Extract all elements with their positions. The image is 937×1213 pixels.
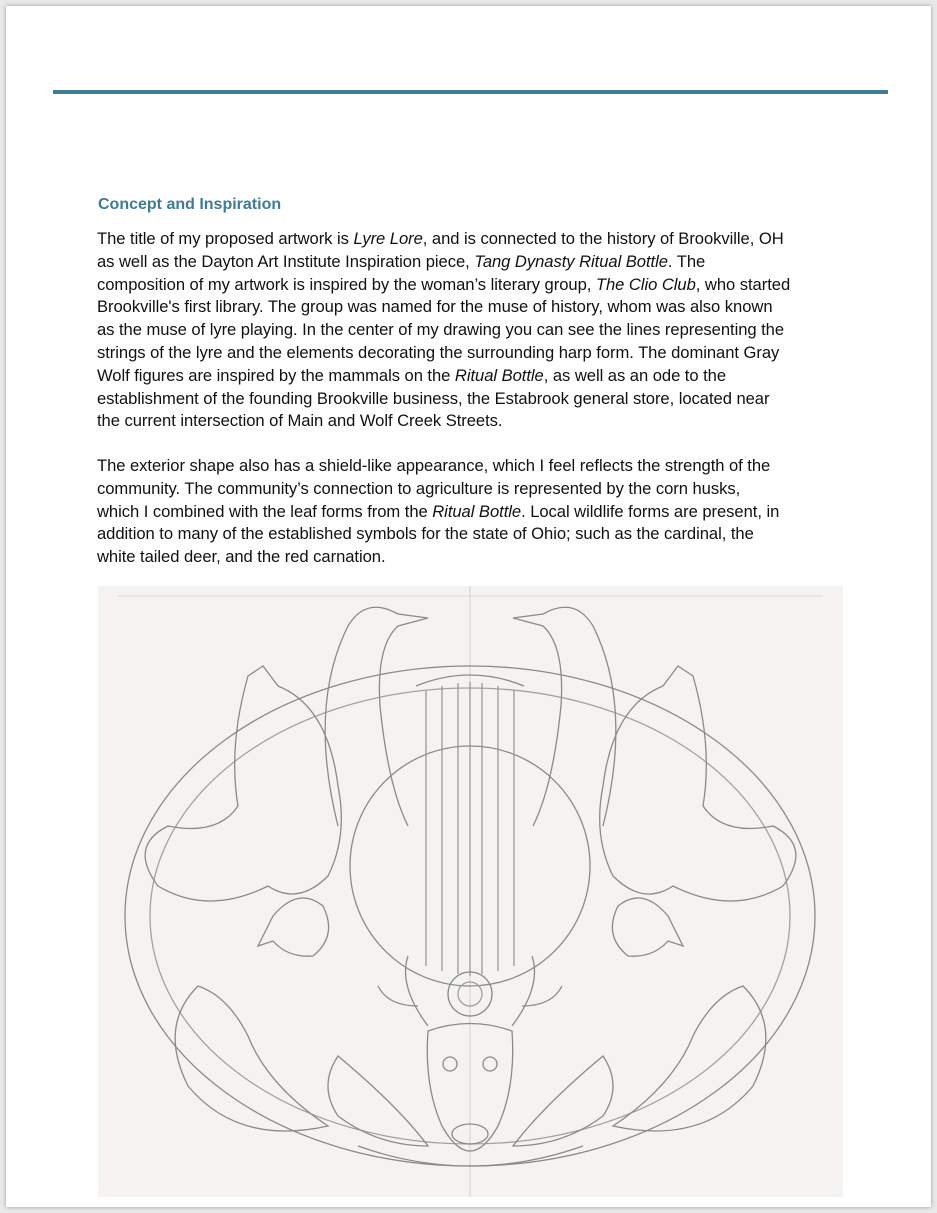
text-line: white tailed deer, and the red carnation. (97, 547, 386, 567)
text-run: which I combined with the leaf forms from the (97, 501, 433, 521)
text-run: Wolf figures are inspired by the mammals on the (97, 365, 455, 385)
text-line: the current intersection of Main and Wolf Creek Streets. (97, 411, 503, 431)
text-run: , who started (695, 274, 791, 294)
text-run: , as well as an ode to the (543, 365, 727, 385)
bottle-name: Ritual Bottle (432, 501, 522, 521)
left-wolf (145, 666, 341, 901)
left-corn-husk (328, 1056, 428, 1146)
right-corn-husk (513, 1056, 613, 1146)
paragraph-exterior (97, 455, 849, 569)
text-run: The title of my proposed artwork is (97, 229, 354, 248)
paragraph-concept (97, 228, 849, 433)
text-line: addition to many of the established symbols for the state of Ohio; such as the cardinal, the (97, 524, 754, 544)
right-wolf (600, 666, 796, 901)
text-line (97, 274, 849, 297)
text-run: . Local wildlife forms are present, in (521, 501, 780, 521)
deer-left-eye (443, 1057, 457, 1071)
bottom-leaf-curve (358, 1146, 583, 1166)
text-line (97, 501, 849, 524)
text-line (97, 365, 849, 388)
text-line: The exterior shape also has a shield-like appearance, which I feel reflects the strength of the (97, 456, 771, 475)
club-name: The Clio Club (595, 274, 696, 294)
right-swan-neck (513, 607, 616, 826)
text-line: community. The community’s connection to agriculture is represented by the corn husks, (97, 478, 741, 498)
artwork-sketch-image (98, 586, 843, 1197)
bottle-name: Ritual Bottle (454, 365, 544, 385)
text-line (97, 251, 849, 274)
deer-right-eye (483, 1057, 497, 1071)
text-line: as the muse of lyre playing. In the center of my drawing you can see the lines representing the (97, 320, 785, 340)
text-run: as well as the Dayton Art Institute Inspiration piece, (97, 251, 475, 271)
header-rule (53, 90, 888, 94)
section-heading: Concept and Inspiration (98, 196, 282, 213)
text-line (97, 228, 849, 251)
left-swan-neck (325, 607, 428, 826)
inspiration-title: Tang Dynasty Ritual Bottle (474, 251, 668, 271)
text-line: strings of the lyre and the elements decorating the surrounding harp form. The dominant Gray (97, 342, 780, 362)
text-line: Brookville's first library. The group was named for the muse of history, whom was also known (97, 297, 773, 317)
text-line: establishment of the founding Brookville business, the Estabrook general store, located near (97, 388, 770, 408)
text-run: composition of my artwork is inspired by the woman’s literary group, (97, 274, 596, 294)
text-run: . The (667, 251, 706, 271)
document-page (6, 6, 931, 1207)
text-run: , and is connected to the history of Brookville, OH (422, 229, 784, 248)
artwork-title: Lyre Lore (353, 229, 423, 248)
lyre-strings (426, 682, 514, 976)
left-cardinal (258, 898, 329, 956)
sketch-drawing (98, 586, 843, 1197)
right-cardinal (612, 898, 683, 956)
